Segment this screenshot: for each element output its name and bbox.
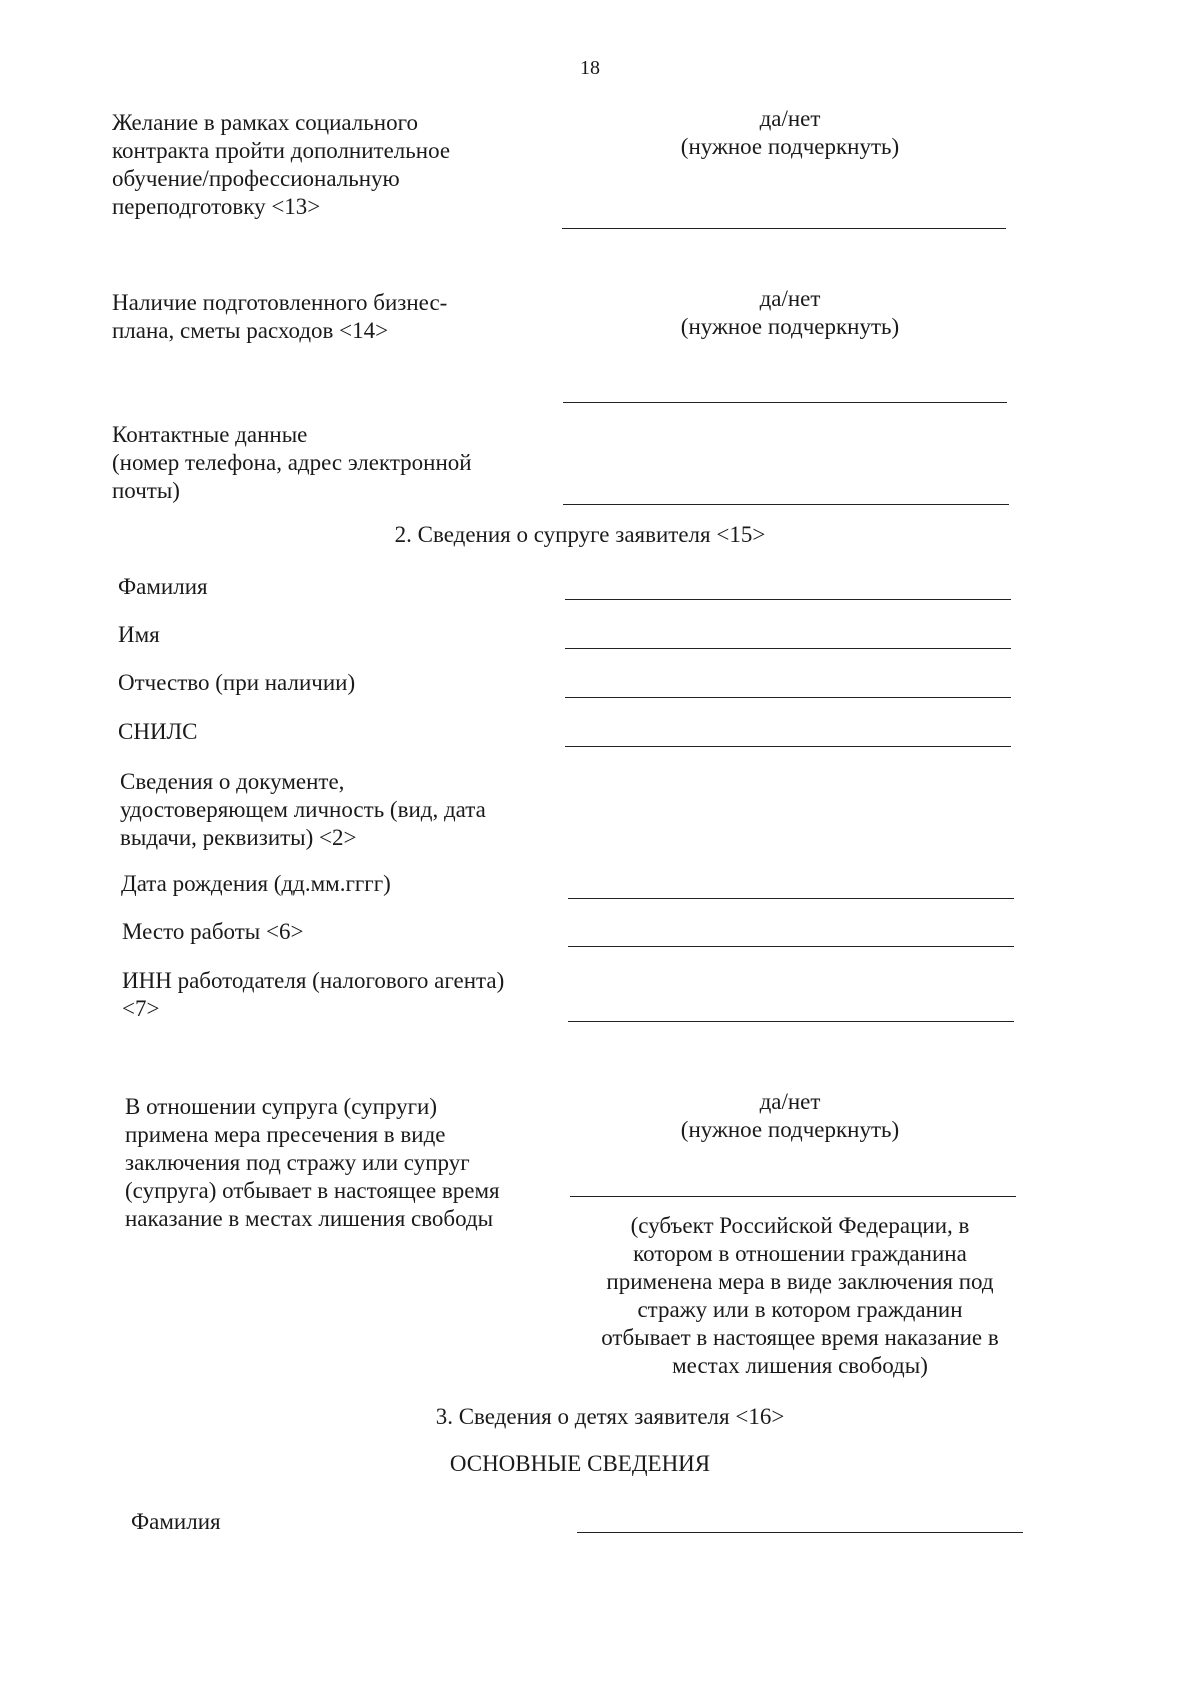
spouse-custody-answer-hint: (нужное подчеркнуть)	[680, 1117, 900, 1142]
spouse-employer-inn-line[interactable]	[568, 1021, 1014, 1022]
business-plan-answer-line[interactable]	[563, 402, 1007, 403]
spouse-custody-question-label: В отношении супруга (супруги) примена мера пресечения в виде заключения под стражу или супруг (супруга) отбывает в настоящее время наказание в местах лишения свободы	[125, 1094, 500, 1231]
child-surname-label: Фамилия	[131, 1509, 221, 1534]
spouse-employer-inn-label: ИНН работодателя (налогового агента) <7>	[122, 968, 505, 1021]
spouse-patronymic-line[interactable]	[565, 697, 1011, 698]
training-answer-options: да/нет	[759, 106, 821, 131]
children-subheading: ОСНОВНЫЕ СВЕДЕНИЯ	[449, 1451, 711, 1476]
business-plan-question-label: Наличие подготовленного бизнес- плана, сметы расходов <14>	[112, 290, 448, 343]
spouse-workplace-line[interactable]	[568, 946, 1014, 947]
spouse-name-line[interactable]	[565, 648, 1011, 649]
child-surname-line[interactable]	[577, 1532, 1023, 1533]
spouse-surname-label: Фамилия	[118, 574, 208, 599]
training-question-label: Желание в рамках социального контракта пройти дополнительное обучение/профессиональную переподготовку <13>	[112, 110, 451, 219]
contacts-line[interactable]	[563, 504, 1009, 505]
business-plan-answer-hint: (нужное подчеркнуть)	[680, 314, 900, 339]
business-plan-answer-options: да/нет	[759, 286, 821, 311]
spouse-custody-answer-options: да/нет	[759, 1089, 821, 1114]
spouse-snils-label: СНИЛС	[118, 719, 198, 744]
contacts-label: Контактные данные (номер телефона, адрес электронной почты)	[112, 422, 472, 503]
spouse-workplace-label: Место работы <6>	[122, 919, 304, 944]
spouse-name-label: Имя	[118, 622, 160, 647]
children-section-heading: 3. Сведения о детях заявителя <16>	[435, 1404, 785, 1429]
spouse-section-heading: 2. Сведения о супруге заявителя <15>	[394, 522, 766, 547]
spouse-birth-date-line[interactable]	[568, 898, 1014, 899]
spouse-snils-line[interactable]	[565, 746, 1011, 747]
training-answer-hint: (нужное подчеркнуть)	[680, 134, 900, 159]
page-number: 18	[580, 57, 600, 79]
training-answer-line[interactable]	[562, 228, 1006, 229]
spouse-surname-line[interactable]	[565, 599, 1011, 600]
spouse-patronymic-label: Отчество (при наличии)	[118, 670, 356, 695]
spouse-custody-region-line[interactable]	[570, 1196, 1016, 1197]
spouse-custody-region-note: (субъект Российской Федерации, в котором в отношении гражданина применена мера в виде заключения под стражу или в котором гражданин отбывает в настоящее время наказание в местах лишения свободы)	[601, 1213, 999, 1378]
spouse-id-document-label: Сведения о документе, удостоверяющем личность (вид, дата выдачи, реквизиты) <2>	[120, 769, 486, 850]
spouse-birth-date-label: Дата рождения (дд.мм.гггг)	[121, 871, 391, 896]
